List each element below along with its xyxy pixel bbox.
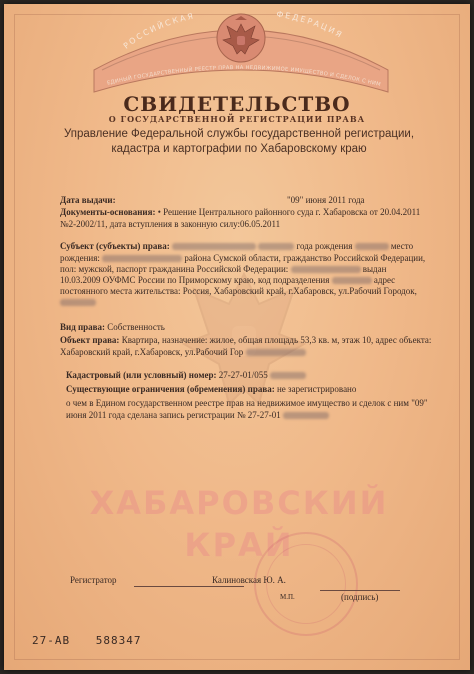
issue-date-label: Дата выдачи:: [60, 195, 116, 205]
stamp-mp: М.П.: [280, 593, 295, 601]
restrictions-value: не зарегистрировано: [276, 384, 357, 394]
seal-left-text: РОССИЙСКАЯ: [121, 11, 196, 51]
redacted-code: [332, 277, 372, 284]
redacted-cadastral: [270, 372, 306, 379]
right-type-label: Вид права:: [60, 322, 106, 332]
right-type-value: Собственность: [107, 322, 165, 332]
serial-number: 588347: [95, 634, 142, 647]
subject-line4: 10.03.2009 ОУФМС России по Приморскому краю, код подразделения: [60, 275, 330, 285]
restrictions-label: Существующие ограничения (обременения) права:: [66, 384, 275, 394]
redacted-name: [172, 243, 256, 250]
issue-date-value: "09" июня 2011 года: [287, 195, 365, 205]
redacted-birthplace: [102, 255, 182, 262]
record-line-2: июня 2011 года сделана запись регистрации № 27-27-01: [66, 410, 281, 420]
document-body: [4, 4, 470, 670]
blank-serial: [32, 634, 160, 647]
serial-series: 27-АВ: [32, 634, 71, 647]
subject-line3-a: пол: мужской, паспорт гражданина Российской Федерации:: [60, 264, 289, 274]
agency-line-2: кадастра и картографии по Хабаровскому краю: [111, 143, 367, 155]
object-label: Объект права:: [60, 335, 120, 345]
signature-line: [320, 590, 400, 591]
redacted-passport: [291, 266, 361, 273]
registrar-name: Калиновская Ю. А.: [212, 575, 286, 585]
document-title: СВИДЕТЕЛЬСТВО: [123, 92, 351, 116]
subject-line4-b: адрес: [373, 275, 396, 285]
subject-line1-b: место: [390, 241, 414, 251]
agency-line-1: Управление Федеральной службы государственной регистрации,: [63, 128, 415, 140]
basis-label: Документы-основания:: [60, 207, 156, 217]
redacted-birthyear: [258, 243, 294, 250]
subject-line2-a: рождения:: [60, 253, 100, 263]
redacted-address: [60, 299, 96, 306]
subject-line1-a: года рождения: [296, 241, 353, 251]
object-line-1: Квартира, назначение: жилое, общая площадь 53,3 кв. м, этаж 10, адрес объекта:: [121, 335, 432, 345]
object-line-2: Хабаровский край, г.Хабаровск, ул.Рабочий Гор: [60, 347, 244, 357]
document-subtitle: О ГОСУДАРСТВЕННОЙ РЕГИСТРАЦИИ ПРАВА: [108, 114, 366, 124]
redacted-record-number: [283, 412, 329, 419]
watermark-line-2: КРАЙ: [184, 526, 294, 564]
certificate-document: [4, 4, 470, 670]
watermark-line-1: ХАБАРОВСКИЙ: [89, 484, 389, 522]
record-line-1-date: "09": [411, 398, 428, 408]
subject-line5: постоянного места жительства: Россия, Хабаровский край, г.Хабаровск, ул.Рабочий Городок,: [60, 286, 417, 296]
redacted-birthdate: [355, 243, 389, 250]
registrar-underline: [134, 586, 244, 587]
seal-right-text: ФЕДЕРАЦИЯ: [275, 9, 345, 41]
cadastral-value: 27-27-01/055: [218, 370, 268, 380]
seal-ribbon-text: ЕДИНЫЙ ГОСУДАРСТВЕННЫЙ РЕЕСТР ПРАВ НА НЕДВИЖИМОЕ ИМУЩЕСТВО И СДЕЛОК С НИМ: [106, 64, 382, 89]
basis-line-1: • Решение Центрального районного суда г. Хабаровска от 20.04.2011: [157, 207, 421, 217]
basis-line-2: №2-2002/11, дата вступления в законную силу:06.05.2011: [60, 219, 281, 229]
record-line-1: о чем в Едином государственном реестре прав на недвижимое имущество и сделок с ним: [66, 398, 409, 408]
registrar-label: Регистратор: [70, 575, 117, 585]
subject-label: Субъект (субъекты) права:: [60, 241, 170, 251]
redacted-object-address: [246, 349, 306, 356]
subject-line2-b: района Сумской области, гражданство Российской Федерации,: [184, 253, 426, 263]
signature-caption: (подпись): [341, 592, 379, 602]
cadastral-label: Кадастровый (или условный) номер:: [66, 370, 217, 380]
subject-line3-b: выдан: [362, 264, 387, 274]
